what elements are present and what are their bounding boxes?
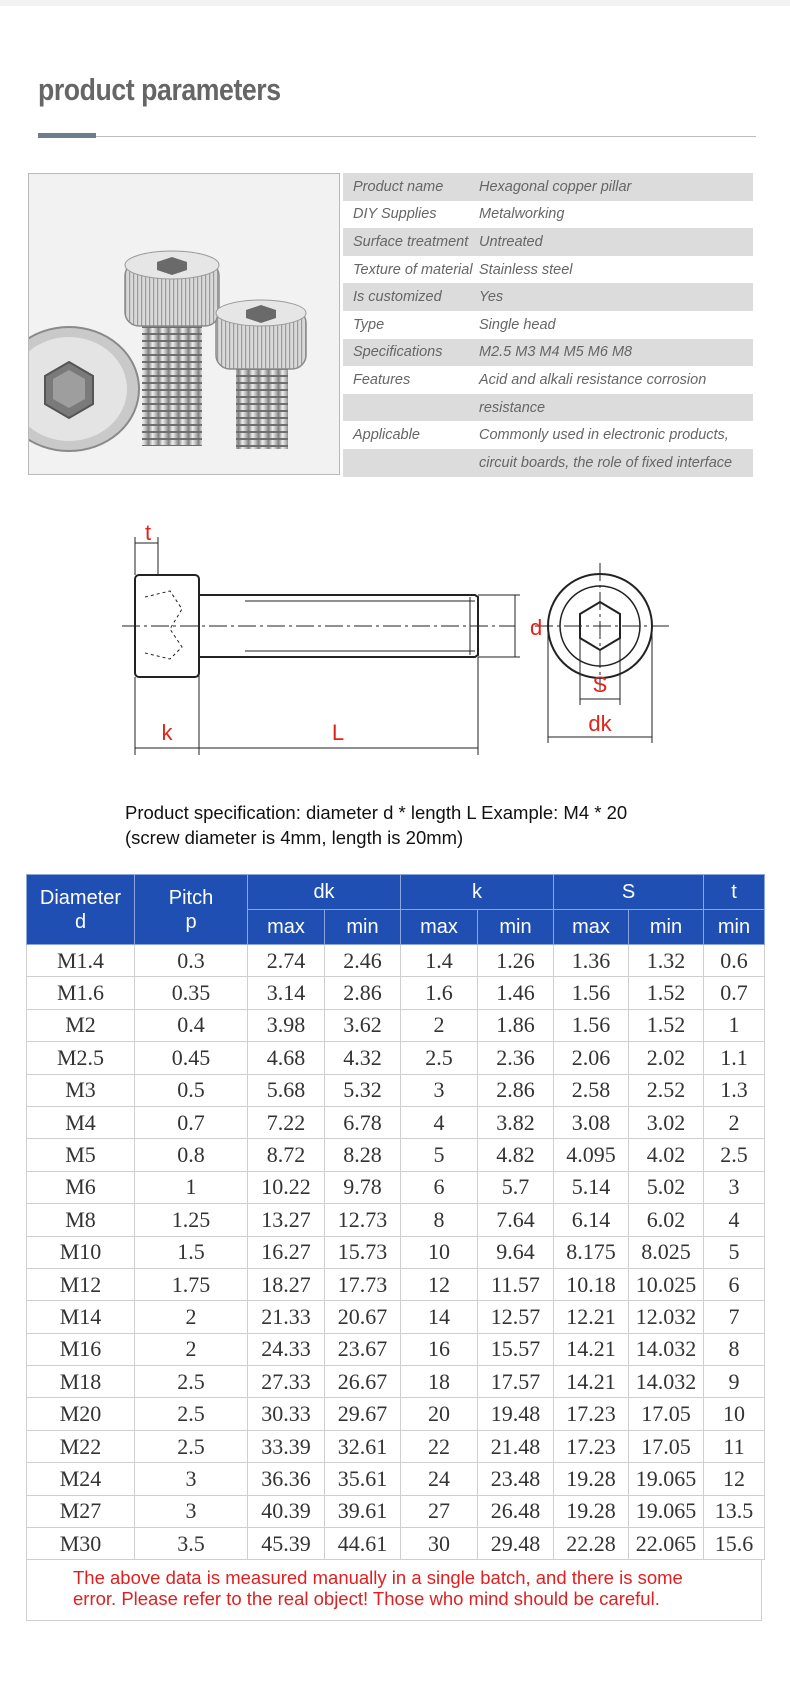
table-cell: 3.14	[248, 977, 325, 1009]
subheader-max: max	[248, 910, 325, 945]
param-value: Yes	[479, 289, 504, 306]
table-cell: 2.58	[554, 1074, 629, 1106]
spec-line-1: Product specification: diameter d * length L Example: M4 * 20	[125, 802, 628, 823]
param-key: Applicable	[353, 427, 420, 444]
table-cell: 8	[401, 1204, 478, 1236]
spec-description	[125, 800, 627, 850]
param-row	[343, 173, 753, 201]
table-cell: 3.82	[478, 1106, 554, 1138]
col-header-t: t	[704, 875, 765, 910]
table-cell: M20	[27, 1398, 135, 1430]
table-row	[27, 945, 765, 977]
table-row	[27, 1495, 765, 1527]
table-cell: 12.21	[554, 1301, 629, 1333]
disclaimer-line-1: The above data is measured manually in a single batch, and there is some	[73, 1567, 683, 1588]
table-row	[27, 1333, 765, 1365]
table-cell: 1.5	[135, 1236, 248, 1268]
table-cell: M12	[27, 1268, 135, 1300]
table-cell: 11	[704, 1430, 765, 1462]
table-cell: 5.32	[325, 1074, 401, 1106]
table-cell: 2.06	[554, 1042, 629, 1074]
spec-line-2: (screw diameter is 4mm, length is 20mm)	[125, 827, 464, 848]
table-cell: 2.46	[325, 945, 401, 977]
bolt-drawing	[110, 525, 690, 775]
table-cell: 14	[401, 1301, 478, 1333]
table-cell: 0.7	[135, 1106, 248, 1138]
table-cell: 5.68	[248, 1074, 325, 1106]
table-cell: 17.05	[629, 1430, 704, 1462]
table-cell: 3	[135, 1463, 248, 1495]
table-cell: 29.67	[325, 1398, 401, 1430]
table-cell: 12.57	[478, 1301, 554, 1333]
subheader-min: min	[478, 910, 554, 945]
table-cell: M30	[27, 1528, 135, 1560]
table-cell: 0.5	[135, 1074, 248, 1106]
table-cell: M24	[27, 1463, 135, 1495]
subheader-min: min	[629, 910, 704, 945]
table-cell: 12	[401, 1268, 478, 1300]
table-cell: 36.36	[248, 1463, 325, 1495]
table-cell: 3.5	[135, 1528, 248, 1560]
disclaimer-line-2: error. Please refer to the real object! Those who mind should be careful.	[73, 1588, 660, 1609]
table-cell: 9.78	[325, 1171, 401, 1203]
table-row	[27, 1106, 765, 1138]
table-cell: 15.73	[325, 1236, 401, 1268]
table-cell: 9.64	[478, 1236, 554, 1268]
param-row	[343, 228, 753, 256]
table-cell: 19.48	[478, 1398, 554, 1430]
table-row	[27, 1463, 765, 1495]
param-row	[343, 366, 753, 394]
param-key: DIY Supplies	[353, 206, 437, 223]
table-cell: 10.22	[248, 1171, 325, 1203]
table-cell: M27	[27, 1495, 135, 1527]
dim-label-k: k	[161, 720, 173, 745]
table-cell: 5	[704, 1236, 765, 1268]
table-cell: 18	[401, 1366, 478, 1398]
param-value: Hexagonal copper pillar	[479, 178, 632, 195]
table-cell: 4.68	[248, 1042, 325, 1074]
table-cell: 5.7	[478, 1171, 554, 1203]
table-row	[27, 1074, 765, 1106]
param-row	[343, 201, 753, 229]
title-divider	[38, 136, 756, 137]
table-cell: 16	[401, 1333, 478, 1365]
table-cell: 0.4	[135, 1009, 248, 1041]
table-cell: 0.8	[135, 1139, 248, 1171]
table-cell: 12.73	[325, 1204, 401, 1236]
table-cell: 3	[704, 1171, 765, 1203]
table-cell: 4.82	[478, 1139, 554, 1171]
table-cell: 19.28	[554, 1463, 629, 1495]
param-value: M2.5 M3 M4 M5 M6 M8	[479, 344, 633, 361]
table-cell: 8.175	[554, 1236, 629, 1268]
table-cell: 26.48	[478, 1495, 554, 1527]
dimensions-table	[26, 874, 765, 1560]
table-cell: 1.56	[554, 977, 629, 1009]
table-cell: 2.36	[478, 1042, 554, 1074]
table-cell: 1.25	[135, 1204, 248, 1236]
table-cell: 22	[401, 1430, 478, 1462]
table-cell: 2.5	[704, 1139, 765, 1171]
table-cell: 8.72	[248, 1139, 325, 1171]
table-cell: 4.095	[554, 1139, 629, 1171]
table-row	[27, 1009, 765, 1041]
table-cell: M1.6	[27, 977, 135, 1009]
table-cell: 7.22	[248, 1106, 325, 1138]
param-key: Product name	[353, 178, 444, 195]
table-cell: 1	[135, 1171, 248, 1203]
table-cell: 13.5	[704, 1495, 765, 1527]
table-cell: 2	[135, 1301, 248, 1333]
param-value: resistance	[479, 399, 546, 416]
table-cell: 17.23	[554, 1398, 629, 1430]
table-cell: 23.48	[478, 1463, 554, 1495]
table-cell: 3.08	[554, 1106, 629, 1138]
table-cell: 3.62	[325, 1009, 401, 1041]
table-cell: 9	[704, 1366, 765, 1398]
table-cell: 0.7	[704, 977, 765, 1009]
table-row	[27, 1236, 765, 1268]
table-cell: 5.02	[629, 1171, 704, 1203]
dim-label-dk: dk	[588, 711, 612, 736]
table-cell: 6.14	[554, 1204, 629, 1236]
table-cell: 18.27	[248, 1268, 325, 1300]
table-row	[27, 1398, 765, 1430]
table-cell: 5.14	[554, 1171, 629, 1203]
param-key: Is customized	[353, 289, 442, 306]
table-cell: 26.67	[325, 1366, 401, 1398]
table-cell: 6.78	[325, 1106, 401, 1138]
table-cell: 13.27	[248, 1204, 325, 1236]
col-header-dk: dk	[248, 875, 401, 910]
table-cell: 1.32	[629, 945, 704, 977]
table-cell: 22.28	[554, 1528, 629, 1560]
table-row	[27, 1301, 765, 1333]
table-cell: 0.6	[704, 945, 765, 977]
table-cell: M4	[27, 1106, 135, 1138]
param-value: Single head	[479, 316, 556, 333]
param-row	[343, 394, 753, 422]
table-cell: 40.39	[248, 1495, 325, 1527]
subheader-max: max	[401, 910, 478, 945]
table-cell: 16.27	[248, 1236, 325, 1268]
subheader-max: max	[554, 910, 629, 945]
param-value: Commonly used in electronic products,	[479, 427, 729, 444]
table-cell: 30.33	[248, 1398, 325, 1430]
table-cell: 19.065	[629, 1463, 704, 1495]
dimensions-table-body	[27, 945, 765, 1560]
table-cell: M8	[27, 1204, 135, 1236]
table-cell: 12	[704, 1463, 765, 1495]
param-key: Texture of material	[353, 261, 473, 278]
param-row	[343, 283, 753, 311]
table-cell: 5	[401, 1139, 478, 1171]
table-cell: 0.45	[135, 1042, 248, 1074]
table-cell: 12.032	[629, 1301, 704, 1333]
table-cell: 21.33	[248, 1301, 325, 1333]
table-cell: 27.33	[248, 1366, 325, 1398]
table-cell: 10.025	[629, 1268, 704, 1300]
param-row	[343, 449, 753, 477]
table-cell: 1.3	[704, 1074, 765, 1106]
top-border	[0, 0, 790, 6]
table-cell: M10	[27, 1236, 135, 1268]
table-row	[27, 1171, 765, 1203]
table-cell: 2	[704, 1106, 765, 1138]
table-cell: 3.98	[248, 1009, 325, 1041]
table-cell: 1.46	[478, 977, 554, 1009]
param-row	[343, 256, 753, 284]
table-cell: 2.02	[629, 1042, 704, 1074]
title-divider-accent	[38, 133, 96, 138]
table-cell: 4.32	[325, 1042, 401, 1074]
table-cell: 7.64	[478, 1204, 554, 1236]
product-photo-illustration	[29, 174, 339, 474]
table-cell: 2.5	[401, 1042, 478, 1074]
table-cell: 1.56	[554, 1009, 629, 1041]
dim-label-d: d	[530, 615, 543, 640]
bolt-dimension-diagram	[110, 525, 690, 775]
table-cell: 1.52	[629, 1009, 704, 1041]
table-cell: 24	[401, 1463, 478, 1495]
table-cell: 1.75	[135, 1268, 248, 1300]
param-row	[343, 339, 753, 367]
table-cell: 6	[704, 1268, 765, 1300]
table-cell: M2	[27, 1009, 135, 1041]
table-cell: 2.86	[325, 977, 401, 1009]
table-cell: 44.61	[325, 1528, 401, 1560]
table-cell: 21.48	[478, 1430, 554, 1462]
table-cell: M1.4	[27, 945, 135, 977]
table-cell: 2	[401, 1009, 478, 1041]
table-cell: 3	[135, 1495, 248, 1527]
table-cell: 2.86	[478, 1074, 554, 1106]
table-cell: M22	[27, 1430, 135, 1462]
table-cell: 20	[401, 1398, 478, 1430]
param-value: Stainless steel	[479, 261, 573, 278]
table-cell: 1	[704, 1009, 765, 1041]
table-cell: 10	[401, 1236, 478, 1268]
param-key: Surface treatment	[353, 233, 469, 250]
table-cell: 2	[135, 1333, 248, 1365]
col-header-diameter: Diameter d	[27, 875, 135, 945]
table-cell: 0.35	[135, 977, 248, 1009]
table-cell: 14.21	[554, 1333, 629, 1365]
table-cell: M14	[27, 1301, 135, 1333]
table-cell: 17.57	[478, 1366, 554, 1398]
table-cell: 20.67	[325, 1301, 401, 1333]
table-cell: 8	[704, 1333, 765, 1365]
dim-label-S: S	[592, 672, 608, 697]
param-row	[343, 311, 753, 339]
table-cell: 8.28	[325, 1139, 401, 1171]
table-cell: M5	[27, 1139, 135, 1171]
table-cell: 1.6	[401, 977, 478, 1009]
table-cell: 30	[401, 1528, 478, 1560]
dim-label-t: t	[144, 525, 152, 545]
table-cell: 1.1	[704, 1042, 765, 1074]
table-cell: M16	[27, 1333, 135, 1365]
table-cell: 22.065	[629, 1528, 704, 1560]
table-row	[27, 1204, 765, 1236]
table-cell: 7	[704, 1301, 765, 1333]
table-cell: 6.02	[629, 1204, 704, 1236]
table-cell: 10	[704, 1398, 765, 1430]
table-cell: M18	[27, 1366, 135, 1398]
table-row	[27, 1366, 765, 1398]
table-cell: 1.86	[478, 1009, 554, 1041]
disclaimer-note	[26, 1559, 762, 1621]
table-cell: 8.025	[629, 1236, 704, 1268]
subheader-min: min	[704, 910, 765, 945]
table-cell: M2.5	[27, 1042, 135, 1074]
table-cell: 14.21	[554, 1366, 629, 1398]
table-cell: 2.5	[135, 1430, 248, 1462]
param-row	[343, 421, 753, 449]
table-cell: 17.73	[325, 1268, 401, 1300]
table-cell: 32.61	[325, 1430, 401, 1462]
param-value: Acid and alkali resistance corrosion	[479, 371, 707, 388]
table-cell: 2.74	[248, 945, 325, 977]
table-cell: 45.39	[248, 1528, 325, 1560]
param-key: Features	[353, 371, 411, 388]
table-cell: 11.57	[478, 1268, 554, 1300]
col-header-pitch: Pitch p	[135, 875, 248, 945]
table-cell: 1.26	[478, 945, 554, 977]
table-cell: 15.6	[704, 1528, 765, 1560]
table-cell: 6	[401, 1171, 478, 1203]
table-cell: 0.3	[135, 945, 248, 977]
table-cell: 17.05	[629, 1398, 704, 1430]
dim-label-L: L	[331, 720, 345, 745]
table-cell: M6	[27, 1171, 135, 1203]
table-row	[27, 1268, 765, 1300]
subheader-min: min	[325, 910, 401, 945]
table-cell: 3.02	[629, 1106, 704, 1138]
table-row	[27, 977, 765, 1009]
param-key: Specifications	[353, 344, 443, 361]
table-cell: 4	[704, 1204, 765, 1236]
table-cell: 1.4	[401, 945, 478, 977]
product-photo	[28, 173, 340, 475]
table-cell: 4	[401, 1106, 478, 1138]
table-cell: 29.48	[478, 1528, 554, 1560]
table-cell: 35.61	[325, 1463, 401, 1495]
table-cell: 10.18	[554, 1268, 629, 1300]
table-cell: 14.032	[629, 1366, 704, 1398]
table-cell: 2.5	[135, 1366, 248, 1398]
table-cell: M3	[27, 1074, 135, 1106]
table-row	[27, 1528, 765, 1560]
table-cell: 19.28	[554, 1495, 629, 1527]
param-value: Metalworking	[479, 206, 565, 223]
table-cell: 2.5	[135, 1398, 248, 1430]
table-cell: 2.52	[629, 1074, 704, 1106]
param-key: Type	[353, 316, 385, 333]
table-row	[27, 1139, 765, 1171]
page-title: product parameters	[38, 72, 281, 107]
table-cell: 19.065	[629, 1495, 704, 1527]
table-row	[27, 1042, 765, 1074]
col-header-k: k	[401, 875, 554, 910]
table-cell: 39.61	[325, 1495, 401, 1527]
param-value: Untreated	[479, 233, 543, 250]
table-cell: 15.57	[478, 1333, 554, 1365]
table-cell: 3	[401, 1074, 478, 1106]
table-cell: 23.67	[325, 1333, 401, 1365]
table-cell: 33.39	[248, 1430, 325, 1462]
table-cell: 1.36	[554, 945, 629, 977]
table-cell: 17.23	[554, 1430, 629, 1462]
col-header-s: S	[554, 875, 704, 910]
product-parameters-list	[343, 173, 753, 477]
table-cell: 4.02	[629, 1139, 704, 1171]
table-cell: 1.52	[629, 977, 704, 1009]
table-cell: 27	[401, 1495, 478, 1527]
table-cell: 24.33	[248, 1333, 325, 1365]
table-row	[27, 1430, 765, 1462]
table-cell: 14.032	[629, 1333, 704, 1365]
param-value: circuit boards, the role of fixed interface	[479, 454, 733, 471]
